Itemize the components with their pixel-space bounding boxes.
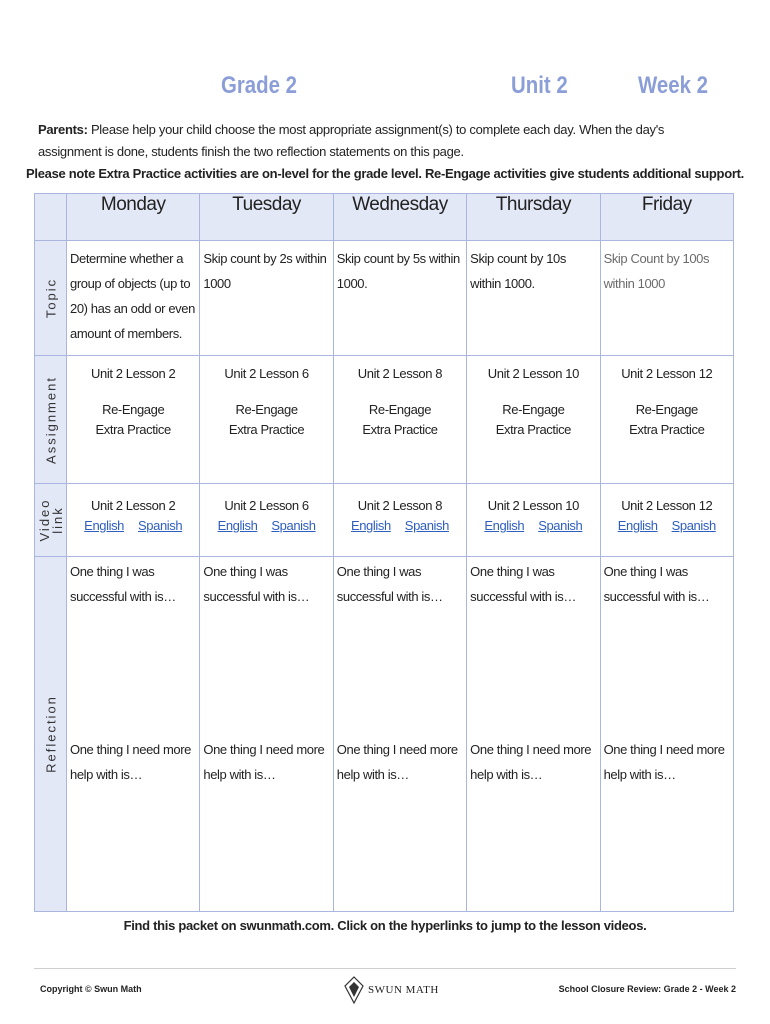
help-prompt: One thing I need more help with is…: [203, 742, 325, 782]
day-header: Tuesday: [200, 194, 333, 241]
extra-practice-note: Please note Extra Practice activities are on-level for the grade level. Re-Engage activities give students additional support.: [26, 166, 744, 181]
video-cell: [600, 484, 733, 557]
video-row-label: [35, 484, 67, 557]
topic-row: [35, 241, 734, 356]
video-cell: [200, 484, 333, 557]
reflection-row-label: [35, 557, 67, 912]
assignment-cell: [67, 356, 200, 484]
day-header: Friday: [600, 194, 733, 241]
help-prompt: One thing I need more help with is…: [470, 742, 592, 782]
day-header-row: [35, 194, 734, 241]
re-engage-label[interactable]: Re-Engage: [502, 402, 565, 417]
packet-location-note: Find this packet on swunmath.com. Click on the hyperlinks to jump to the lesson videos.: [123, 918, 647, 933]
english-video-link[interactable]: English: [217, 518, 258, 533]
extra-practice-label[interactable]: Extra Practice: [629, 422, 705, 437]
spanish-video-link[interactable]: Spanish: [538, 518, 583, 533]
topic-label: Topic: [43, 277, 58, 319]
assignment-cell: [200, 356, 333, 484]
re-engage-label[interactable]: Re-Engage: [102, 402, 165, 417]
footer-divider: [34, 968, 736, 969]
assignment-row: [35, 356, 734, 484]
help-prompt: One thing I need more help with is…: [336, 742, 458, 782]
logo-text: SWUN MATH: [368, 984, 439, 996]
help-prompt: One thing I need more help with is…: [603, 742, 725, 782]
video-cell: [67, 484, 200, 557]
video-row: [35, 484, 734, 557]
lesson-label: Unit 2 Lesson 10: [487, 366, 579, 381]
spanish-video-link[interactable]: Spanish: [404, 518, 449, 533]
video-lesson-label: Unit 2 Lesson 2: [91, 498, 176, 513]
topic-row-label: [35, 241, 67, 356]
grade-title: Grade 2: [221, 72, 297, 99]
corner-cell: [35, 194, 67, 241]
spanish-video-link[interactable]: Spanish: [271, 518, 316, 533]
extra-practice-label[interactable]: Extra Practice: [95, 422, 171, 437]
day-header: Thursday: [467, 194, 600, 241]
success-prompt: One thing I was successful with is…: [336, 564, 443, 604]
success-prompt: One thing I was successful with is…: [70, 564, 176, 604]
spanish-video-link[interactable]: Spanish: [671, 518, 716, 533]
success-prompt: One thing I was successful with is…: [203, 564, 310, 604]
reflection-cell[interactable]: [467, 557, 600, 912]
video-lesson-label: Unit 2 Lesson 6: [224, 498, 309, 513]
video-label-line2: link: [49, 506, 65, 534]
english-video-link[interactable]: English: [484, 518, 525, 533]
reflection-cell[interactable]: [67, 557, 200, 912]
reflection-cell[interactable]: [200, 557, 333, 912]
re-engage-label[interactable]: Re-Engage: [635, 402, 698, 417]
reflection-label: Reflection: [43, 695, 58, 773]
unit-title: Unit 2: [511, 72, 568, 99]
parents-instructions: [38, 119, 728, 163]
video-cell: [333, 484, 466, 557]
video-lesson-label: Unit 2 Lesson 8: [357, 498, 443, 513]
assignment-cell: [600, 356, 733, 484]
video-link-label: [38, 498, 64, 541]
parents-text: Please help your child choose the most appropriate assignment(s) to complete each day. When the day's assignment is done, students finish the two reflection statements on this page.: [38, 122, 665, 159]
reflection-row: [35, 557, 734, 912]
success-prompt: One thing I was successful with is…: [603, 564, 710, 604]
topic-cell: Determine whether a group of objects (up to 20) has an odd or even amount of members.: [67, 241, 200, 356]
lesson-label: Unit 2 Lesson 12: [621, 366, 713, 381]
swun-math-logo: [344, 976, 439, 1004]
topic-cell: Skip count by 5s within 1000.: [333, 241, 466, 356]
day-header: Wednesday: [333, 194, 466, 241]
lesson-label: Unit 2 Lesson 2: [91, 366, 176, 381]
reflection-cell[interactable]: [333, 557, 466, 912]
english-video-link[interactable]: English: [84, 518, 125, 533]
success-prompt: One thing I was successful with is…: [470, 564, 576, 604]
english-video-link[interactable]: English: [350, 518, 391, 533]
week-title: Week 2: [638, 72, 708, 99]
copyright: Copyright © Swun Math: [40, 984, 142, 994]
topic-cell: Skip Count by 100s within 1000: [600, 241, 733, 356]
extra-practice-label[interactable]: Extra Practice: [228, 422, 305, 437]
assignment-row-label: [35, 356, 67, 484]
weekly-schedule-table: [34, 193, 734, 912]
assignment-label: Assignment: [43, 375, 58, 464]
video-label-line1: Video: [36, 498, 52, 542]
day-header: Monday: [67, 194, 200, 241]
english-video-link[interactable]: English: [617, 518, 658, 533]
extra-practice-label[interactable]: Extra Practice: [495, 422, 572, 437]
footer-right-title: School Closure Review: Grade 2 - Week 2: [558, 984, 736, 994]
extra-practice-label[interactable]: Extra Practice: [362, 422, 438, 437]
topic-cell: Skip count by 10s within 1000.: [467, 241, 600, 356]
video-lesson-label: Unit 2 Lesson 12: [621, 498, 713, 513]
assignment-cell: [333, 356, 466, 484]
re-engage-label[interactable]: Re-Engage: [235, 402, 298, 417]
video-cell: [467, 484, 600, 557]
assignment-cell: [467, 356, 600, 484]
lesson-label: Unit 2 Lesson 8: [357, 366, 443, 381]
spanish-video-link[interactable]: Spanish: [138, 518, 183, 533]
parents-label: Parents:: [38, 122, 88, 137]
topic-cell: Skip count by 2s within 1000: [200, 241, 333, 356]
reflection-cell[interactable]: [600, 557, 733, 912]
help-prompt: One thing I need more help with is…: [70, 742, 191, 782]
swun-logo-icon: [344, 976, 364, 1004]
re-engage-label[interactable]: Re-Engage: [368, 402, 432, 417]
video-lesson-label: Unit 2 Lesson 10: [487, 498, 579, 513]
lesson-label: Unit 2 Lesson 6: [224, 366, 309, 381]
